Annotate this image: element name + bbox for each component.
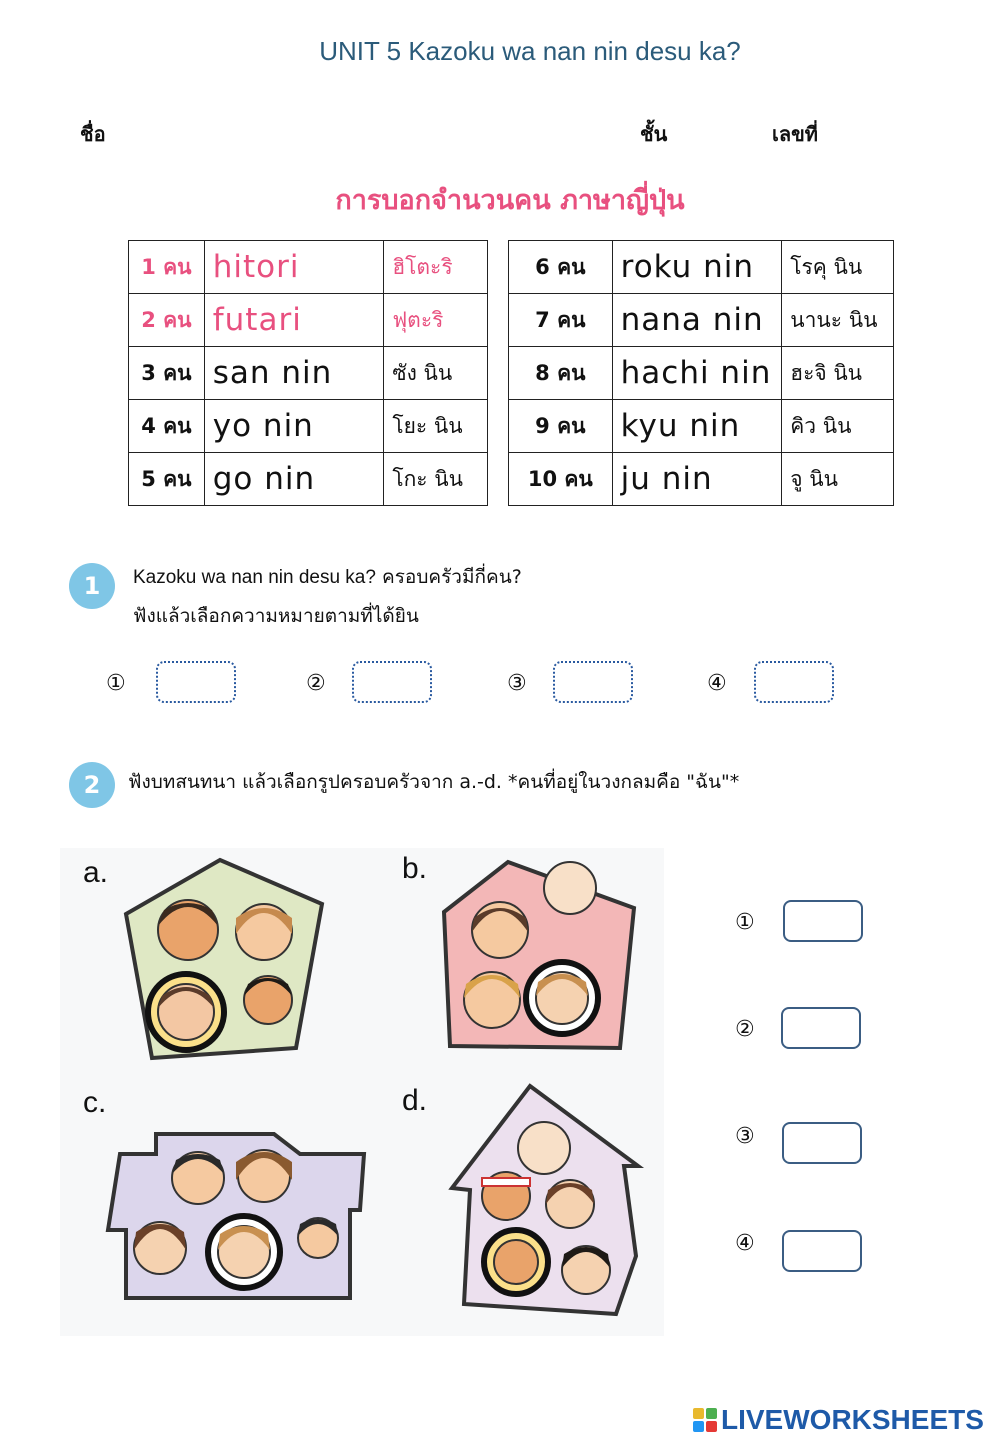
logo-square bbox=[706, 1421, 717, 1432]
table-row bbox=[509, 453, 894, 506]
name-label: ชื่อ bbox=[80, 122, 106, 146]
romaji-cell: yo nin bbox=[204, 400, 384, 453]
thai-cell: โยะ นิน bbox=[384, 400, 488, 453]
picture-label-c: c. bbox=[83, 1086, 107, 1119]
table-row bbox=[129, 241, 488, 294]
romaji-cell: ju nin bbox=[612, 453, 782, 506]
family-pictures bbox=[60, 848, 664, 1336]
count-cell: 4 คน bbox=[129, 400, 205, 453]
table-row bbox=[509, 294, 894, 347]
q1-item-1-number: ① bbox=[106, 671, 126, 696]
q2-item-4-number: ④ bbox=[735, 1231, 755, 1256]
q1-answer-box-2[interactable] bbox=[352, 661, 432, 703]
q2-item-3-number: ③ bbox=[735, 1124, 755, 1149]
liveworksheets-logo bbox=[693, 1403, 984, 1437]
table-row bbox=[509, 400, 894, 453]
question-1-line-2: ฟังแล้วเลือกความหมายตามที่ได้ยิน bbox=[133, 605, 419, 627]
thai-cell: ฟุตะริ bbox=[384, 294, 488, 347]
thai-cell: จู นิน bbox=[782, 453, 894, 506]
thai-cell: ฮิโตะริ bbox=[384, 241, 488, 294]
picture-label-d: d. bbox=[402, 1084, 428, 1117]
table-row bbox=[509, 241, 894, 294]
counting-table-right bbox=[508, 240, 894, 506]
question-1-text bbox=[133, 558, 522, 635]
q1-item-2-number: ② bbox=[306, 671, 326, 696]
thai-cell: ฮะจิ นิน bbox=[782, 347, 894, 400]
romaji-cell: go nin bbox=[204, 453, 384, 506]
count-cell: 5 คน bbox=[129, 453, 205, 506]
table-row bbox=[129, 453, 488, 506]
thai-cell: ซัง นิน bbox=[384, 347, 488, 400]
q1-answer-box-1[interactable] bbox=[156, 661, 236, 703]
romaji-cell: kyu nin bbox=[612, 400, 782, 453]
q2-answer-box-2[interactable] bbox=[781, 1007, 861, 1049]
question-1-line-1 bbox=[133, 558, 522, 597]
count-cell: 2 คน bbox=[129, 294, 205, 347]
q1-answer-box-4[interactable] bbox=[754, 661, 834, 703]
count-cell: 6 คน bbox=[509, 241, 613, 294]
table-row bbox=[129, 294, 488, 347]
count-cell: 10 คน bbox=[509, 453, 613, 506]
logo-square bbox=[706, 1408, 717, 1419]
q2-item-1-number: ① bbox=[735, 910, 755, 935]
count-cell: 9 คน bbox=[509, 400, 613, 453]
question-2-badge: 2 bbox=[69, 762, 115, 808]
romaji-cell: nana nin bbox=[612, 294, 782, 347]
question-1-latin: Kazoku wa nan nin desu ka? bbox=[133, 567, 376, 588]
romaji-cell: san nin bbox=[204, 347, 384, 400]
count-cell: 7 คน bbox=[509, 294, 613, 347]
logo-icon bbox=[693, 1408, 717, 1432]
worksheet-title: UNIT 5 Kazoku wa nan nin desu ka? bbox=[319, 36, 741, 66]
q2-item-2-number: ② bbox=[735, 1017, 755, 1042]
question-1-thai: ครอบครัวมีกี่คน? bbox=[382, 566, 522, 588]
family-picture-a bbox=[126, 860, 322, 1058]
question-2-text: ฟังบทสนทนา แล้วเลือกรูปครอบครัวจาก a.-d. *คนที่อยู่ในวงกลมคือ "ฉัน"* bbox=[128, 771, 740, 793]
romaji-cell: hachi nin bbox=[612, 347, 782, 400]
thai-cell: โกะ นิน bbox=[384, 453, 488, 506]
number-label: เลขที่ bbox=[772, 122, 818, 146]
table-row bbox=[129, 400, 488, 453]
logo-square bbox=[693, 1421, 704, 1432]
section-subtitle: การบอกจำนวนคน ภาษาญี่ปุ่น bbox=[335, 185, 685, 216]
q1-item-3-number: ③ bbox=[507, 671, 527, 696]
table-row bbox=[129, 347, 488, 400]
family-illustrations bbox=[60, 848, 664, 1336]
q2-answer-box-4[interactable] bbox=[782, 1230, 862, 1272]
count-cell: 8 คน bbox=[509, 347, 613, 400]
q2-answer-box-1[interactable] bbox=[783, 900, 863, 942]
romaji-cell: hitori bbox=[204, 241, 384, 294]
logo-square bbox=[693, 1408, 704, 1419]
q1-answer-box-3[interactable] bbox=[553, 661, 633, 703]
family-picture-b bbox=[444, 862, 634, 1048]
class-label: ชั้น bbox=[640, 122, 668, 146]
thai-cell: โรคุ นิน bbox=[782, 241, 894, 294]
count-cell: 3 คน bbox=[129, 347, 205, 400]
q1-item-4-number: ④ bbox=[707, 671, 727, 696]
romaji-cell: futari bbox=[204, 294, 384, 347]
count-cell: 1 คน bbox=[129, 241, 205, 294]
picture-label-b: b. bbox=[402, 852, 428, 885]
thai-cell: นานะ นิน bbox=[782, 294, 894, 347]
thai-cell: คิว นิน bbox=[782, 400, 894, 453]
romaji-cell: roku nin bbox=[612, 241, 782, 294]
picture-label-a: a. bbox=[83, 856, 109, 889]
q2-answer-box-3[interactable] bbox=[782, 1122, 862, 1164]
logo-text: LIVEWORKSHEETS bbox=[721, 1404, 984, 1435]
counting-table-left bbox=[128, 240, 488, 506]
family-picture-d bbox=[452, 1086, 638, 1314]
family-picture-c bbox=[108, 1134, 364, 1298]
table-row bbox=[509, 347, 894, 400]
question-1-badge: 1 bbox=[69, 563, 115, 609]
